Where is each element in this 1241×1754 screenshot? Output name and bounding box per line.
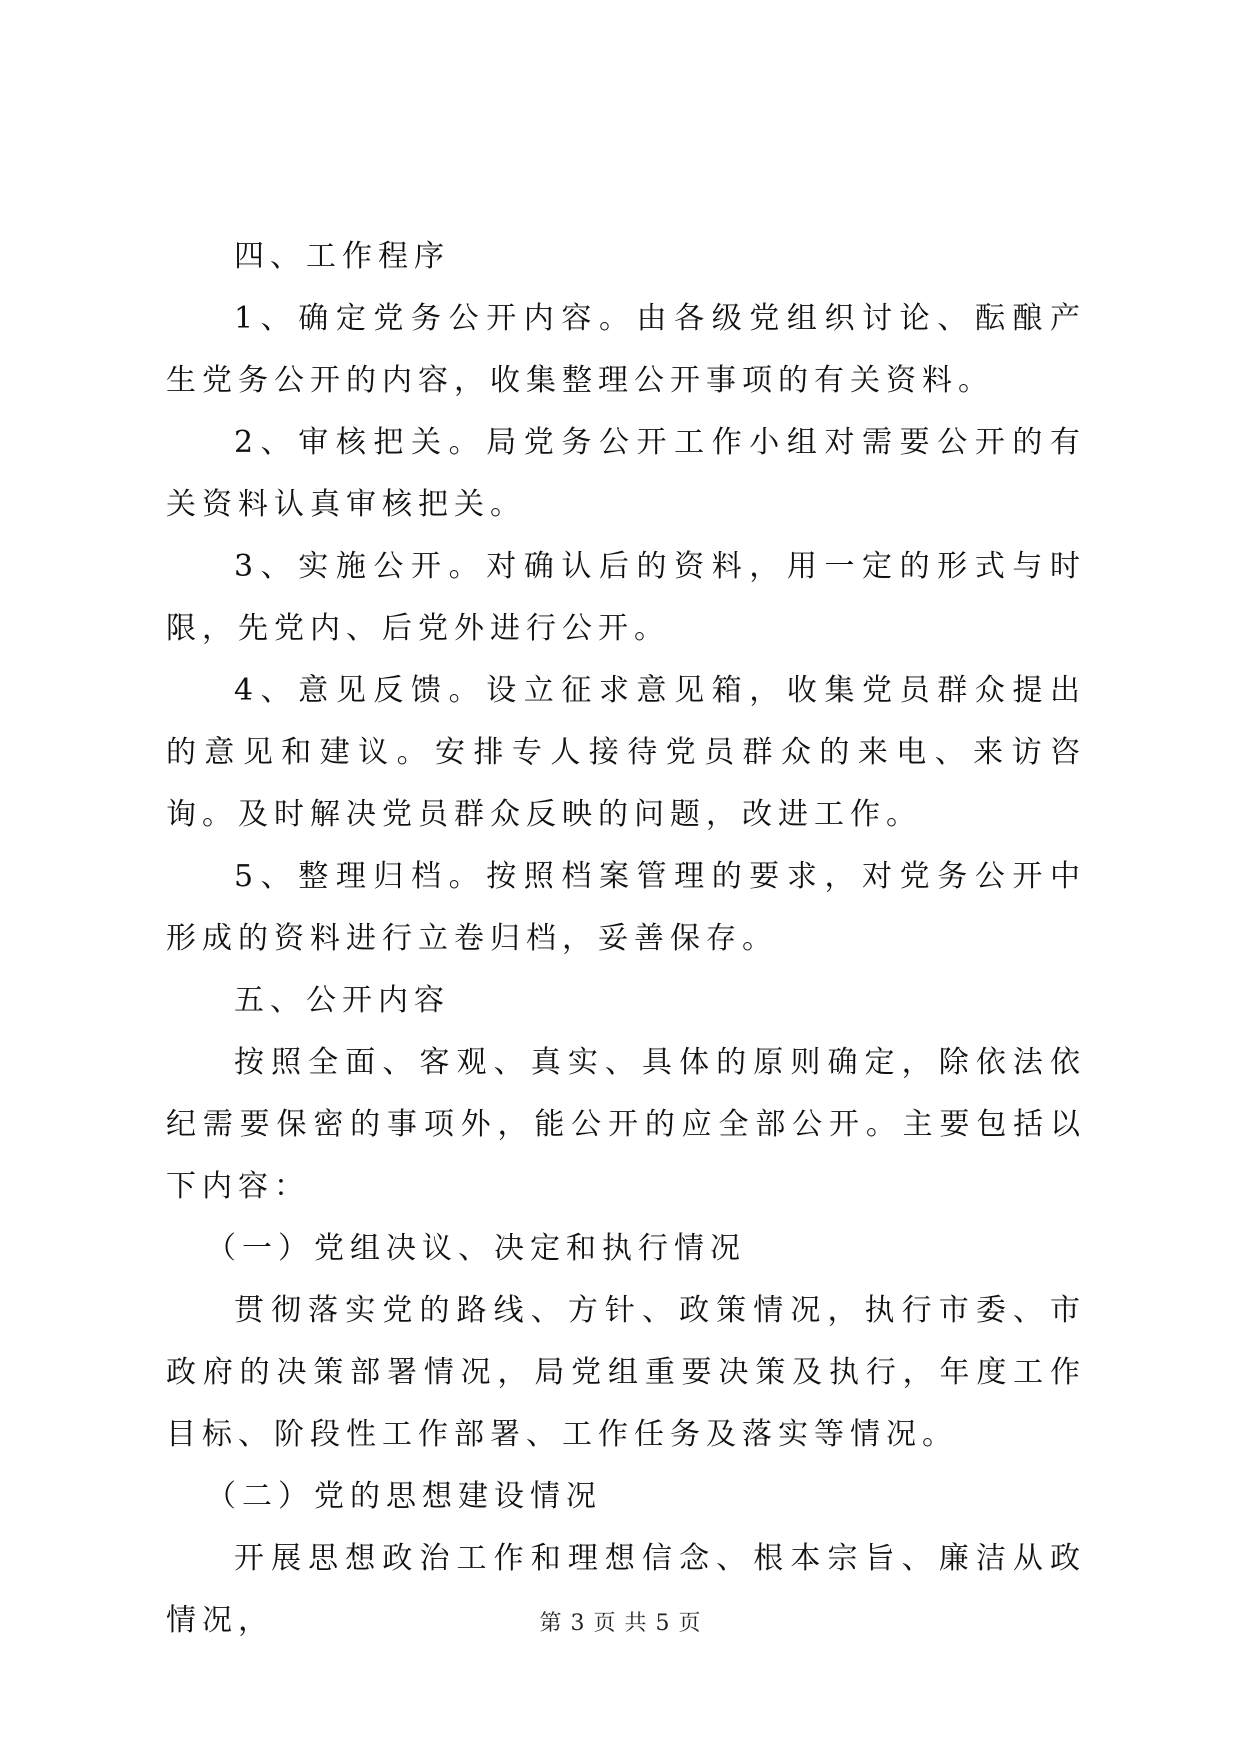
paragraph-step-2: 2、审核把关。局党务公开工作小组对需要公开的有关资料认真审核把关。 [166,425,1086,522]
section-heading-content: 五、公开内容 [234,983,450,1018]
paragraph-resolutions: 贯彻落实党的路线、方针、政策情况，执行市委、市政府的决策部署情况，局党组重要决策及执行，年度工作目标、阶段性工作部署、工作任务及落实等情况。 [166,1293,1086,1452]
paragraph-principle: 按照全面、客观、真实、具体的原则确定，除依法依纪需要保密的事项外，能公开的应全部公开。主要包括以下内容： [166,1045,1086,1204]
paragraph-step-3: 3、实施公开。对确认后的资料，用一定的形式与时限，先党内、后党外进行公开。 [166,549,1086,646]
section-heading-procedure: 四、工作程序 [234,239,450,274]
paragraph-ideology: 开展思想政治工作和理想信念、根本宗旨、廉洁从政情况， [166,1541,1086,1638]
paragraph-step-1: 1、确定党务公开内容。由各级党组织讨论、酝酿产生党务公开的内容，收集整理公开事项的有关资料。 [166,301,1086,398]
page-number-footer: 第 3 页 共 5 页 [539,1611,702,1636]
document-body [166,226,1086,1652]
subheading-ideology: （二）党的思想建设情况 [206,1479,602,1514]
subheading-resolutions: （一）党组决议、决定和执行情况 [206,1231,746,1266]
paragraph-step-5: 5、整理归档。按照档案管理的要求，对党务公开中形成的资料进行立卷归档，妥善保存。 [166,859,1086,956]
paragraph-step-4: 4、意见反馈。设立征求意见箱，收集党员群众提出的意见和建议。安排专人接待党员群众的来电、来访咨询。及时解决党员群众反映的问题，改进工作。 [166,673,1086,832]
